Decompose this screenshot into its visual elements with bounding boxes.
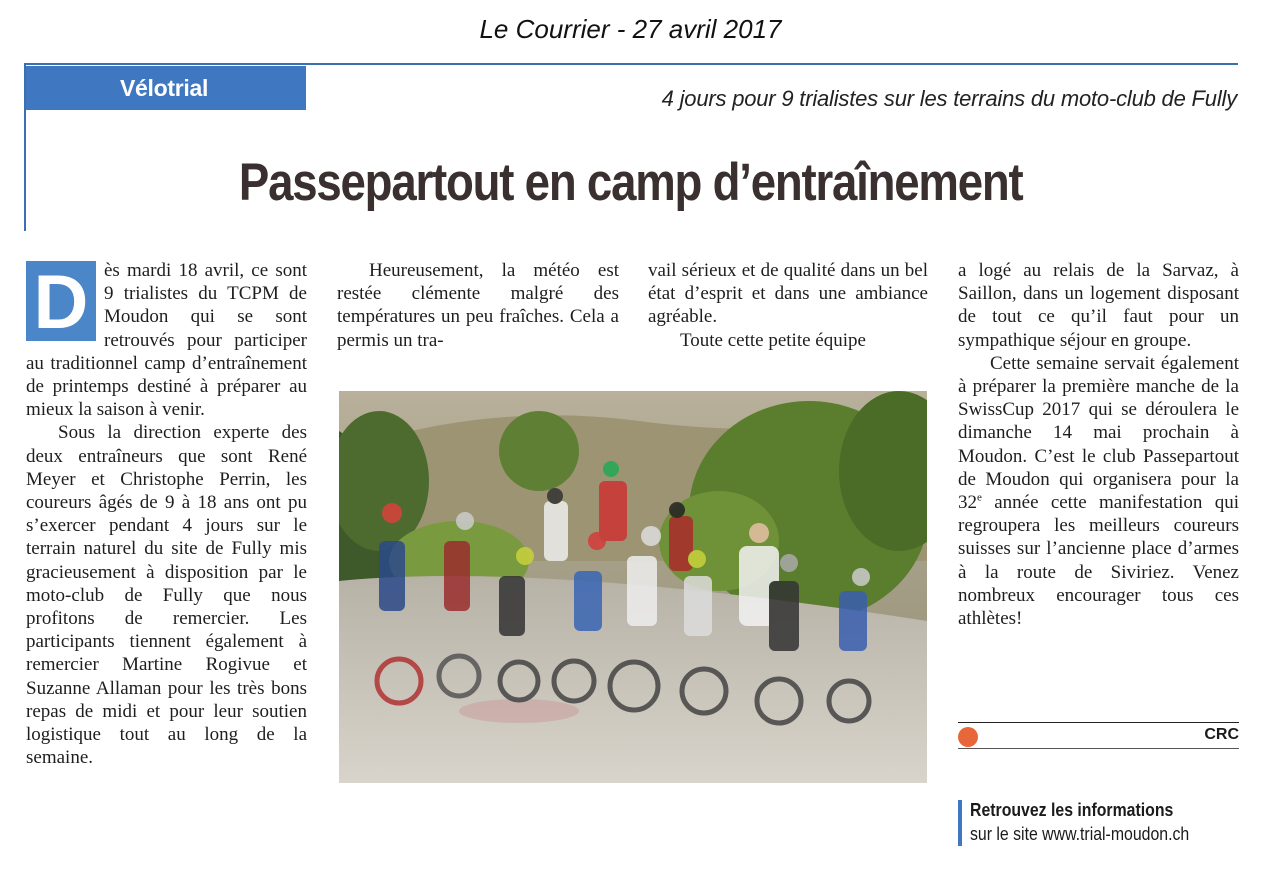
signature-rule-bottom xyxy=(958,748,1239,749)
paragraph-1-text: ès mardi 18 avril, ce sont 9 trialistes du TCPM de Moudon qui se sont retrouvés pour participer au traditionnel camp d’entraînement de printemps destiné à préparer au mieux la saison à venir. xyxy=(26,260,307,421)
info-accent-bar xyxy=(958,800,962,846)
group-photo xyxy=(339,391,927,783)
kicker-subtitle: 4 jours pour 9 trialistes sur les terrains du moto-club de Fully xyxy=(661,86,1237,111)
signature-rule-top xyxy=(958,722,1239,723)
paragraph-5-text-a: Cette semaine servait également à préparer la première manche de la SwissCup 2017 qui se déroulera le dimanche 14 mai prochain à Moudon. C’est le club Passepartout de Moudon qui organisera pour la 32 xyxy=(958,352,1239,514)
paragraph-2: Sous la direction experte des deux entraîneurs que sont René Meyer et Christophe Perrin, les coureurs âgés de 9 à 18 ans ont pu s’exercer pendant 4 jours sur le terrain naturel du site de Fully mis gracieusement à disposition par le moto-club de Fully que nous profitons de remercier. Les participants tiennent également à remercier Martine Rogivue et Suzanne Allaman pour les très bons repas de midi et pour leur soutien logistique tout au long de la semaine. xyxy=(26,422,307,769)
article-headline: Passepartout en camp d’entraînement xyxy=(238,153,1023,212)
paragraph-3-cont: vail sérieux et de qualité dans un bel état d’esprit et dans une ambiance agréable. xyxy=(648,260,928,328)
author-signature: CRC xyxy=(1204,726,1239,743)
drop-cap: D xyxy=(26,261,96,341)
paragraph-5-text-b: année cette manifestation qui regroupera les meilleurs coureurs suisses sur l’ancienne place d’armes à la route de Siviriez. Venez nombreux encourager tous ces athlètes! xyxy=(958,492,1239,630)
paragraph-1 xyxy=(26,259,307,421)
header-rule xyxy=(24,63,1238,65)
paragraph-4: Toute cette petite équipe xyxy=(680,329,866,351)
article-column-4 xyxy=(958,259,1239,630)
rubric-label: Vélotrial xyxy=(26,66,306,110)
paragraph-3: Heureusement, la météo est restée clémente malgré des températures un peu fraîches. Cela a permis un tra- xyxy=(337,260,619,351)
photo-illustration xyxy=(339,391,927,783)
article-column-2 xyxy=(337,259,619,352)
info-website: sur le site www.trial-moudon.ch xyxy=(970,824,1190,844)
signature-dot xyxy=(958,727,978,747)
paragraph-5 xyxy=(958,352,1239,630)
newspaper-source-line: Le Courrier - 27 avril 2017 xyxy=(479,14,782,44)
ordinal-suffix: e xyxy=(977,491,982,504)
article-column-1 xyxy=(26,259,307,769)
paragraph-4-cont: a logé au relais de la Sarvaz, à Saillon, dans un logement disposant de tout ce qu’il faut pour un sympathique séjour en groupe. xyxy=(958,260,1239,351)
info-title: Retrouvez les informations xyxy=(970,800,1174,820)
article-column-3 xyxy=(648,259,928,352)
